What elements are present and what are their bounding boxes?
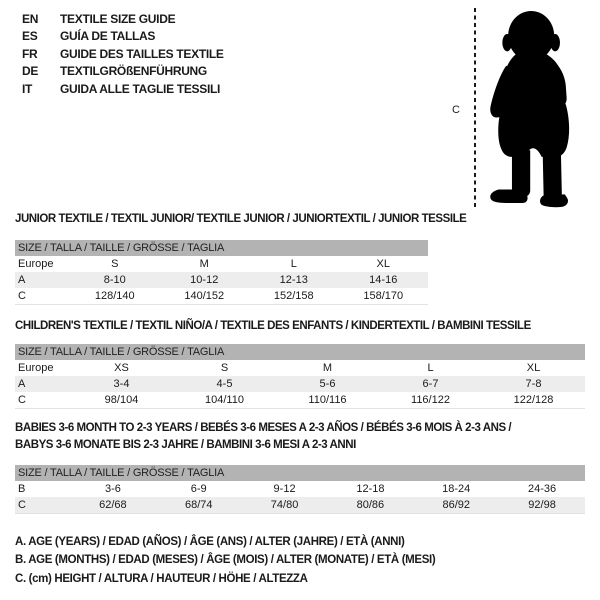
age-cell: 4-5: [216, 378, 233, 390]
babies-title-line-2: BABYS 3-6 MONATE BIS 2-3 JAHRE / BAMBINI 3-6 MESI A 2-3 ANNI: [15, 439, 356, 451]
row-label: Europe: [18, 362, 54, 374]
note-height-cm: C. (cm) HEIGHT / ALTURA / HAUTEUR / HÖHE / ALTEZZA: [15, 572, 308, 585]
height-cell: 68/74: [184, 499, 213, 511]
age-cell: 10-12: [190, 274, 219, 286]
table-row-height: [15, 288, 428, 304]
row-label: B: [18, 483, 26, 495]
months-cell: 3-6: [104, 483, 121, 495]
age-cell: 7-8: [525, 378, 542, 390]
height-cell: 92/98: [528, 499, 556, 511]
babies-size-table: [15, 465, 585, 514]
size-cell: L: [290, 258, 297, 270]
size-cell: M: [322, 362, 333, 374]
height-measure-label: C: [452, 104, 460, 116]
row-label: A: [18, 274, 26, 286]
months-cell: 18-24: [442, 483, 471, 495]
size-header-bar: SIZE / TALLA / TAILLE / GRÖSSE / TAGLIA: [15, 465, 585, 481]
table-row-height: [15, 392, 585, 408]
language-code: IT: [22, 81, 33, 96]
row-label: C: [18, 394, 26, 406]
months-cell: 9-12: [273, 483, 296, 495]
row-label: Europe: [18, 258, 54, 270]
months-cell: 12-18: [356, 483, 385, 495]
note-age-years: A. AGE (YEARS) / EDAD (AÑOS) / ÂGE (ANS) / ALTER (JAHRE) / ETÀ (ANNI): [15, 536, 405, 548]
size-cell: XL: [526, 362, 541, 374]
table-row-europe: [15, 360, 585, 376]
height-cell: 128/140: [94, 290, 135, 302]
months-cell: 6-9: [190, 483, 207, 495]
guide-title-it: GUIDA ALLE TAGLIE TESSILI: [60, 81, 221, 96]
age-cell: 14-16: [369, 274, 398, 286]
junior-size-table: [15, 240, 428, 305]
language-code: ES: [22, 29, 38, 44]
size-header-bar: SIZE / TALLA / TAILLE / GRÖSSE / TAGLIA: [15, 344, 585, 360]
height-cell: 86/92: [442, 499, 470, 511]
note-age-months: B. AGE (MONTHS) / EDAD (MESES) / ÂGE (MOIS) / ALTER (MONATE) / ETÀ (MESI): [15, 554, 436, 567]
height-cell: 80/86: [356, 499, 385, 511]
age-cell: 5-6: [319, 378, 336, 390]
height-cell: 110/116: [308, 394, 347, 406]
language-row-it: [22, 80, 224, 98]
height-cell: 104/110: [205, 394, 244, 406]
language-code: DE: [22, 64, 39, 79]
height-cell: 98/104: [104, 394, 139, 406]
table-row-age: [15, 376, 585, 392]
row-label: A: [18, 378, 26, 390]
children-table-title: CHILDREN'S TEXTILE / TEXTIL NIÑO/A / TEXTILE DES ENFANTS / KINDERTEXTIL / BAMBINI TESSILE: [15, 320, 531, 332]
babies-title-line-1: BABIES 3-6 MONTH TO 2-3 YEARS / BEBÉS 3-6 MESES A 2-3 AÑOS / BÉBÉS 3-6 MOIS À 2-3 ANS /: [15, 422, 512, 434]
row-label: C: [18, 499, 26, 511]
legend-notes: [15, 533, 435, 588]
size-header-bar: SIZE / TALLA / TAILLE / GRÖSSE / TAGLIA: [15, 240, 428, 256]
table-row-europe: [15, 256, 428, 272]
table-row-months: [15, 481, 585, 497]
table-row-age: [15, 272, 428, 288]
language-row-fr: [22, 45, 224, 63]
table-row-height: [15, 497, 585, 513]
language-row-es: [22, 28, 224, 46]
size-cell: S: [111, 258, 119, 270]
height-cell: 158/170: [363, 290, 404, 302]
language-row-de: [22, 63, 224, 81]
guide-title-en: TEXTILE SIZE GUIDE: [60, 11, 176, 26]
guide-title-fr: GUIDE DES TAILLES TEXTILE: [60, 46, 224, 61]
size-cell: XS: [114, 362, 129, 374]
age-cell: 8-10: [103, 274, 126, 286]
age-cell: 6-7: [422, 378, 439, 390]
size-cell: L: [427, 362, 434, 374]
size-cell: XL: [376, 258, 390, 270]
height-cell: 62/68: [99, 499, 127, 511]
size-cell: M: [199, 258, 209, 270]
age-cell: 3-4: [113, 378, 130, 390]
guide-title-es: GUÍA DE TALLAS: [60, 29, 156, 44]
size-cell: S: [220, 362, 229, 374]
height-cell: 152/158: [273, 290, 314, 302]
junior-table-title: JUNIOR TEXTILE / TEXTIL JUNIOR/ TEXTILE JUNIOR / JUNIORTEXTIL / JUNIOR TESSILE: [15, 213, 467, 225]
language-row-en: [22, 10, 224, 28]
language-code: FR: [22, 46, 38, 61]
months-cell: 24-36: [527, 483, 557, 495]
row-label: C: [18, 290, 26, 302]
height-cell: 140/152: [184, 290, 225, 302]
height-measure-dashed-line: [474, 8, 476, 210]
guide-title-de: TEXTILGRÖßENFÜHRUNG: [60, 64, 207, 79]
children-size-table: [15, 344, 585, 409]
language-code: EN: [22, 11, 39, 26]
baby-silhouette-icon: [487, 6, 583, 208]
age-cell: 12-13: [279, 274, 308, 286]
babies-table-title: [15, 420, 511, 454]
height-cell: 116/122: [411, 394, 450, 406]
height-cell: 122/128: [513, 394, 554, 406]
height-cell: 74/80: [270, 499, 299, 511]
language-title-list: [22, 10, 224, 98]
